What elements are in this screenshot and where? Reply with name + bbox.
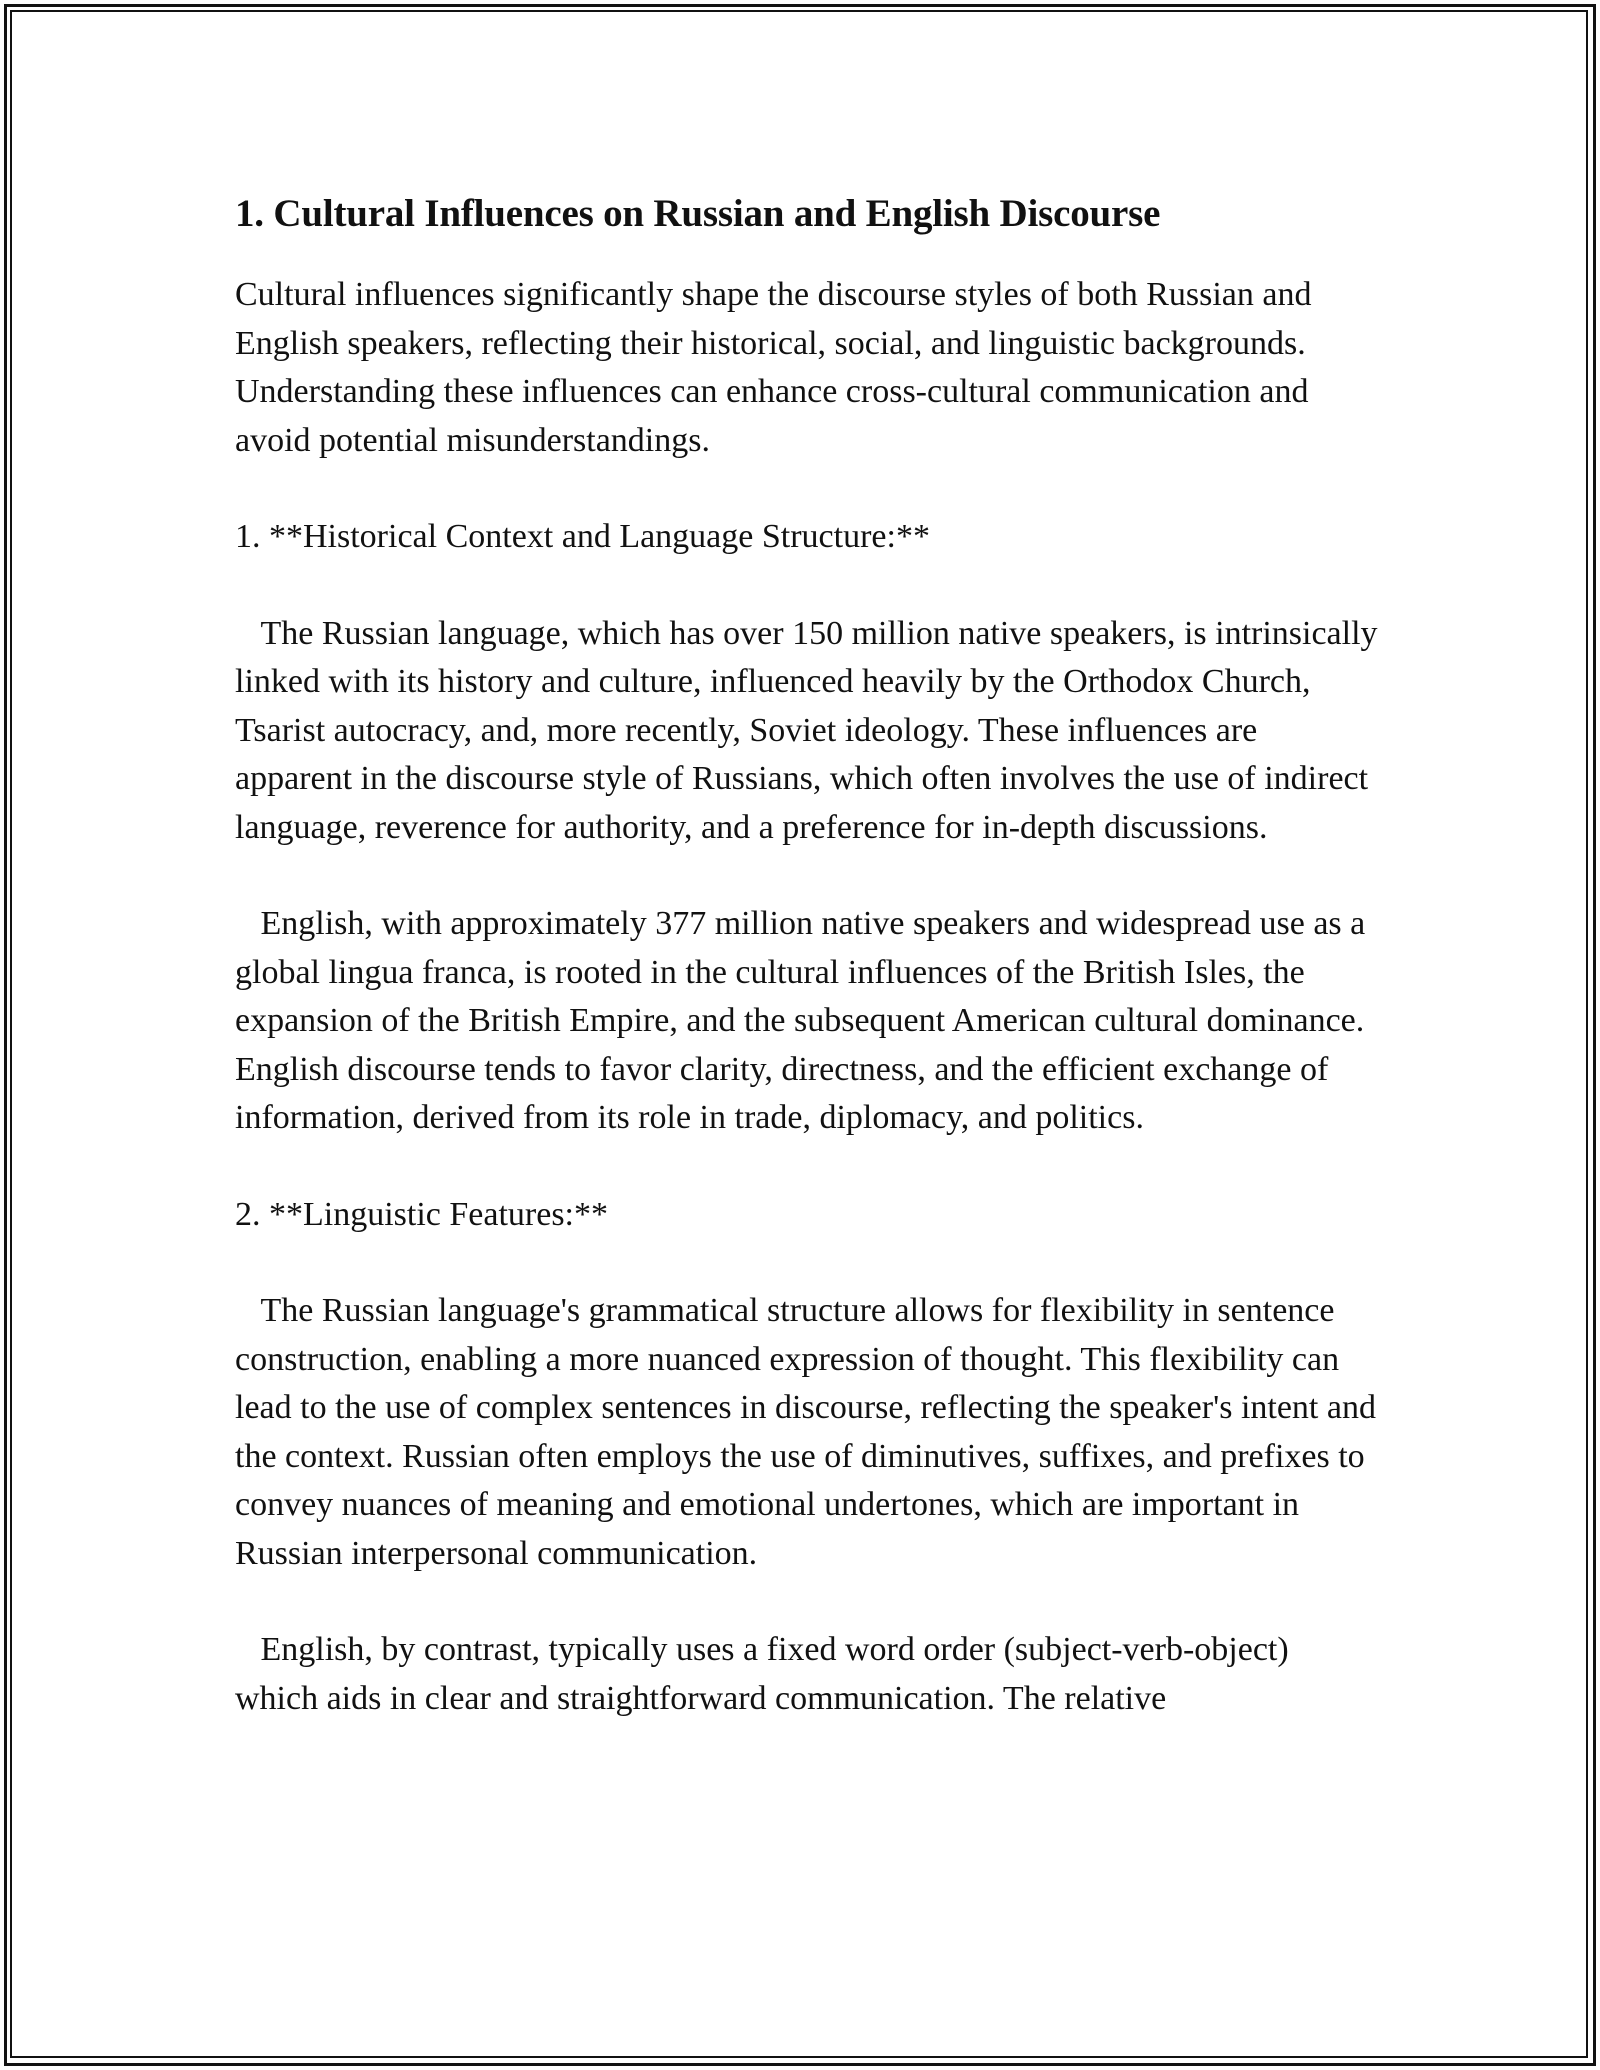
- section-heading: 1. Cultural Influences on Russian and English Discourse: [235, 192, 1161, 235]
- intro-paragraph: Cultural influences significantly shape the discourse styles of both Russian and English speakers, reflecting their historical, social, and linguistic backgrounds. Understanding these influences can enhance cross-cultural communication and avoid potential misunderstandings.: [235, 276, 1320, 459]
- paragraph-russian-linguistics: The Russian language's grammatical structure allows for flexibility in sentence construction, enabling a more nuanced expression of thought. This flexibility can lead to the use of complex sentences in discourse, reflecting the speaker's intent and the context. Russian often employs the use of diminutives, suffixes, and prefixes to convey nuances of meaning and emotional undertones, which are important in Russian interpersonal communication.: [235, 1292, 1385, 1572]
- document-body: [235, 185, 1387, 1723]
- paragraph-english-history: English, with approximately 377 million native speakers and widespread use as a global lingua franca, is rooted in the cultural influences of the British Isles, the expansion of the British Empire, and the subsequent American cultural dominance. English discourse tends to favor clarity, directness, and the efficient exchange of information, derived from its role in trade, diplomacy, and politics.: [235, 905, 1374, 1136]
- paragraph-russian-history: The Russian language, which has over 150 million native speakers, is intrinsically linked with its history and culture, influenced heavily by the Orthodox Church, Tsarist autocracy, and, more recently, Soviet ideology. These influences are apparent in the discourse style of Russians, which often involves the use of indirect language, reverence for authority, and a preference for in-depth discussions.: [235, 614, 1387, 846]
- subheading-linguistic-features: 2. **Linguistic Features:**: [235, 1195, 609, 1233]
- subheading-historical-context: 1. **Historical Context and Language Structure:**: [235, 518, 930, 555]
- paragraph-english-linguistics: English, by contrast, typically uses a fixed word order (subject-verb-object) which aids in clear and straightforward communication. The relative: [235, 1631, 1298, 1717]
